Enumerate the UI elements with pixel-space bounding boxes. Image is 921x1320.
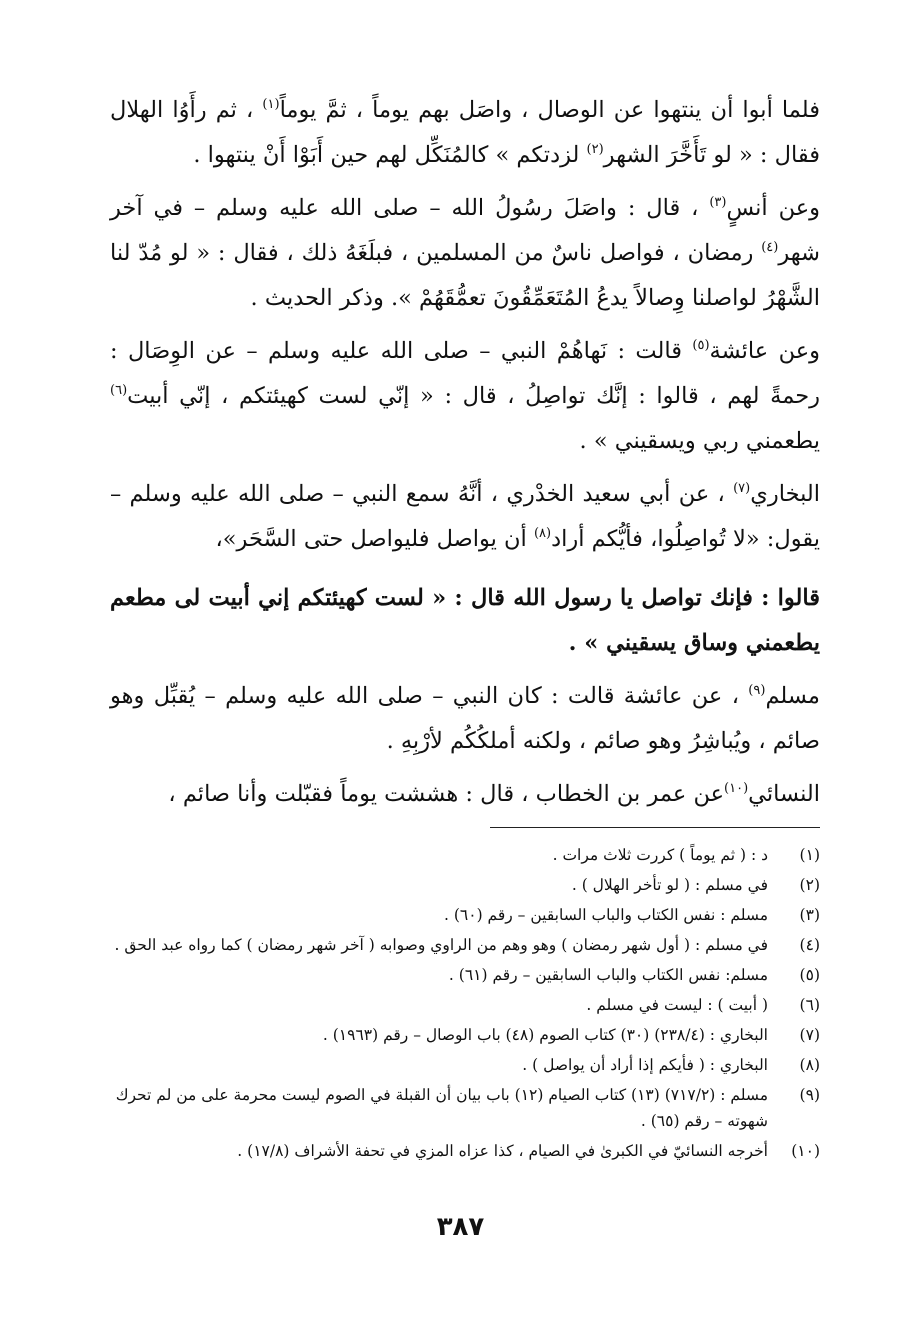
footnote-marker: (٥) <box>692 338 710 353</box>
paragraph-text: ، عن أبي سعيد الخدْري ، أنَّهُ سمع النبي – صلى الله عليه وسلم – يقول: «لا تُواصِلُوا، فأيُّكم أراد <box>110 481 820 552</box>
paragraph-3 <box>110 329 820 464</box>
footnote-number: (٩) <box>799 1086 820 1104</box>
footnote-marker: (٧) <box>733 481 751 496</box>
footnote-marker: (٦) <box>110 383 128 398</box>
footnote-number: (٣) <box>799 906 820 924</box>
paragraph-1 <box>110 88 820 178</box>
footnote-marker: (٤) <box>761 240 779 255</box>
footnote-text: البخاري : ( فأيكم إذا أراد أن يواصل ) . <box>522 1056 768 1074</box>
footnote-marker: (٨) <box>533 526 552 541</box>
footnote-marker: (١٠) <box>724 781 749 796</box>
paragraph-text: يطعمني ربي ويسقيني » . <box>579 428 820 454</box>
footnote-number: (١) <box>799 846 820 864</box>
footnote-text: مسلم : نفس الكتاب والباب السابقين – رقم (٦٠) . <box>444 906 768 924</box>
footnote-3 <box>110 902 820 928</box>
footnote-text: في مسلم : ( لو تأخر الهلال ) . <box>571 876 768 894</box>
footnote-9 <box>110 1082 820 1134</box>
paragraph-text: مسلم <box>765 683 820 709</box>
footnote-text: في مسلم : ( أول شهر رمضان ) وهو وهم من الراوي وصوابه ( آخر شهر رمضان ) كما رواه عبد الحق . <box>114 936 768 954</box>
paragraph-6 <box>110 674 820 764</box>
footnote-text: مسلم: نفس الكتاب والباب السابقين – رقم (٦١) . <box>448 966 768 984</box>
paragraph-text: النسائي <box>748 781 820 807</box>
paragraph-text: ، ثم رأَوُا الهلال فقال : « لو تَأَخَّرَ الشهر <box>110 97 820 168</box>
footnote-7 <box>110 1022 820 1048</box>
footnote-number: (١٠) <box>791 1142 820 1160</box>
paragraph-text: قالوا : فإنك تواصل يا رسول الله قال : « لست كهيئتكم إني أبيت لى مطعم يطعمني وساق يسقيني » . <box>110 585 820 656</box>
paragraph-text: وعن أنسٍ <box>726 195 820 221</box>
footnote-10 <box>110 1138 820 1164</box>
footnote-text: أخرجه النسائيّ في الكبرىٰ في الصيام ، كذا عزاه المزي في تحفة الأشراف (١٧/٨) . <box>237 1142 768 1160</box>
footnote-number: (٥) <box>799 966 820 984</box>
footnote-6 <box>110 992 820 1018</box>
footnote-1 <box>110 842 820 868</box>
paragraph-text: أن يواصل فليواصل حتى السَّحَر»، <box>215 526 534 552</box>
paragraph-text: رمضان ، فواصل ناسٌ من المسلمين ، فبلَغَهُ ذلك ، فقال : « لو مُدّ لنا الشَّهْرُ لواصلنا وِصالاً يدعُ المُتَعَمِّقُونَ تعمُّقَهُمْ ». وذكر الحديث . <box>110 240 820 311</box>
footnote-text: مسلم : (٧١٧/٢) (١٣) كتاب الصيام (١٢) باب بيان أن القبلة في الصوم ليست محرمة على من لم تحرك شهوته – رقم (٦٥) . <box>115 1086 768 1130</box>
footnote-marker: (٩) <box>748 683 766 698</box>
footnote-4 <box>110 932 820 958</box>
paragraph-text: ، عن عائشة قالت : كان النبي – صلى الله عليه وسلم – يُقبِّل وهو صائم ، ويُباشِرُ وهو صائم ، ولكنه أملكُكُم لأرْبِهِ . <box>110 683 820 754</box>
footnote-number: (٨) <box>799 1056 820 1074</box>
paragraph-2 <box>110 186 820 321</box>
footnote-text: البخاري : (٢٣٨/٤) (٣٠) كتاب الصوم (٤٨) باب الوصال – رقم (١٩٦٣) . <box>322 1026 768 1044</box>
footnote-number: (٤) <box>799 936 820 954</box>
footnote-marker: (٣) <box>709 195 727 210</box>
footnote-number: (٢) <box>799 876 820 894</box>
paragraph-text: قالت : نَهاهُمْ النبي – صلى الله عليه وسلم – عن الوِصَال : رحمةً لهم ، قالوا : إنَّك تواصِلُ ، قال : « إنّي لست كهيئتكم ، إنّي أبيت <box>110 338 820 409</box>
page-body <box>110 88 820 1168</box>
paragraph-7 <box>110 772 820 817</box>
paragraph-5 <box>110 576 820 666</box>
footnote-marker: (٢) <box>586 142 604 157</box>
page-number: ٣٨٧ <box>436 1212 485 1242</box>
footnote-number: (٦) <box>799 996 820 1014</box>
footnote-8 <box>110 1052 820 1078</box>
paragraph-text: وعن عائشة <box>709 338 820 364</box>
footnote-marker: (١) <box>262 97 280 112</box>
paragraph-text: لزدتكم » كالمُنَكِّل لهم حين أَبَوْا أَنْ ينتهوا . <box>193 142 587 168</box>
footnote-5 <box>110 962 820 988</box>
footnotes <box>110 842 820 1164</box>
footnote-text: د : ( ثم يوماً ) كررت ثلاث مرات . <box>552 846 768 864</box>
paragraph-text: فلما أبوا أن ينتهوا عن الوصال ، واصَل بهم يوماً ، ثمَّ يوماً <box>279 97 820 123</box>
footnote-text: ( أبيت ) : ليست في مسلم . <box>586 996 768 1014</box>
paragraph-text: ، قال : واصَلَ رسُولُ الله – صلى الله عليه وسلم – في آخر شهر <box>110 195 820 266</box>
footnote-2 <box>110 872 820 898</box>
footnote-divider <box>490 827 820 828</box>
paragraph-4 <box>110 472 820 562</box>
paragraph-text: البخاري <box>750 481 820 507</box>
footnote-number: (٧) <box>799 1026 820 1044</box>
paragraph-text: عن عمر بن الخطاب ، قال : هششت يوماً فقبّلت وأنا صائم ، <box>168 781 725 807</box>
